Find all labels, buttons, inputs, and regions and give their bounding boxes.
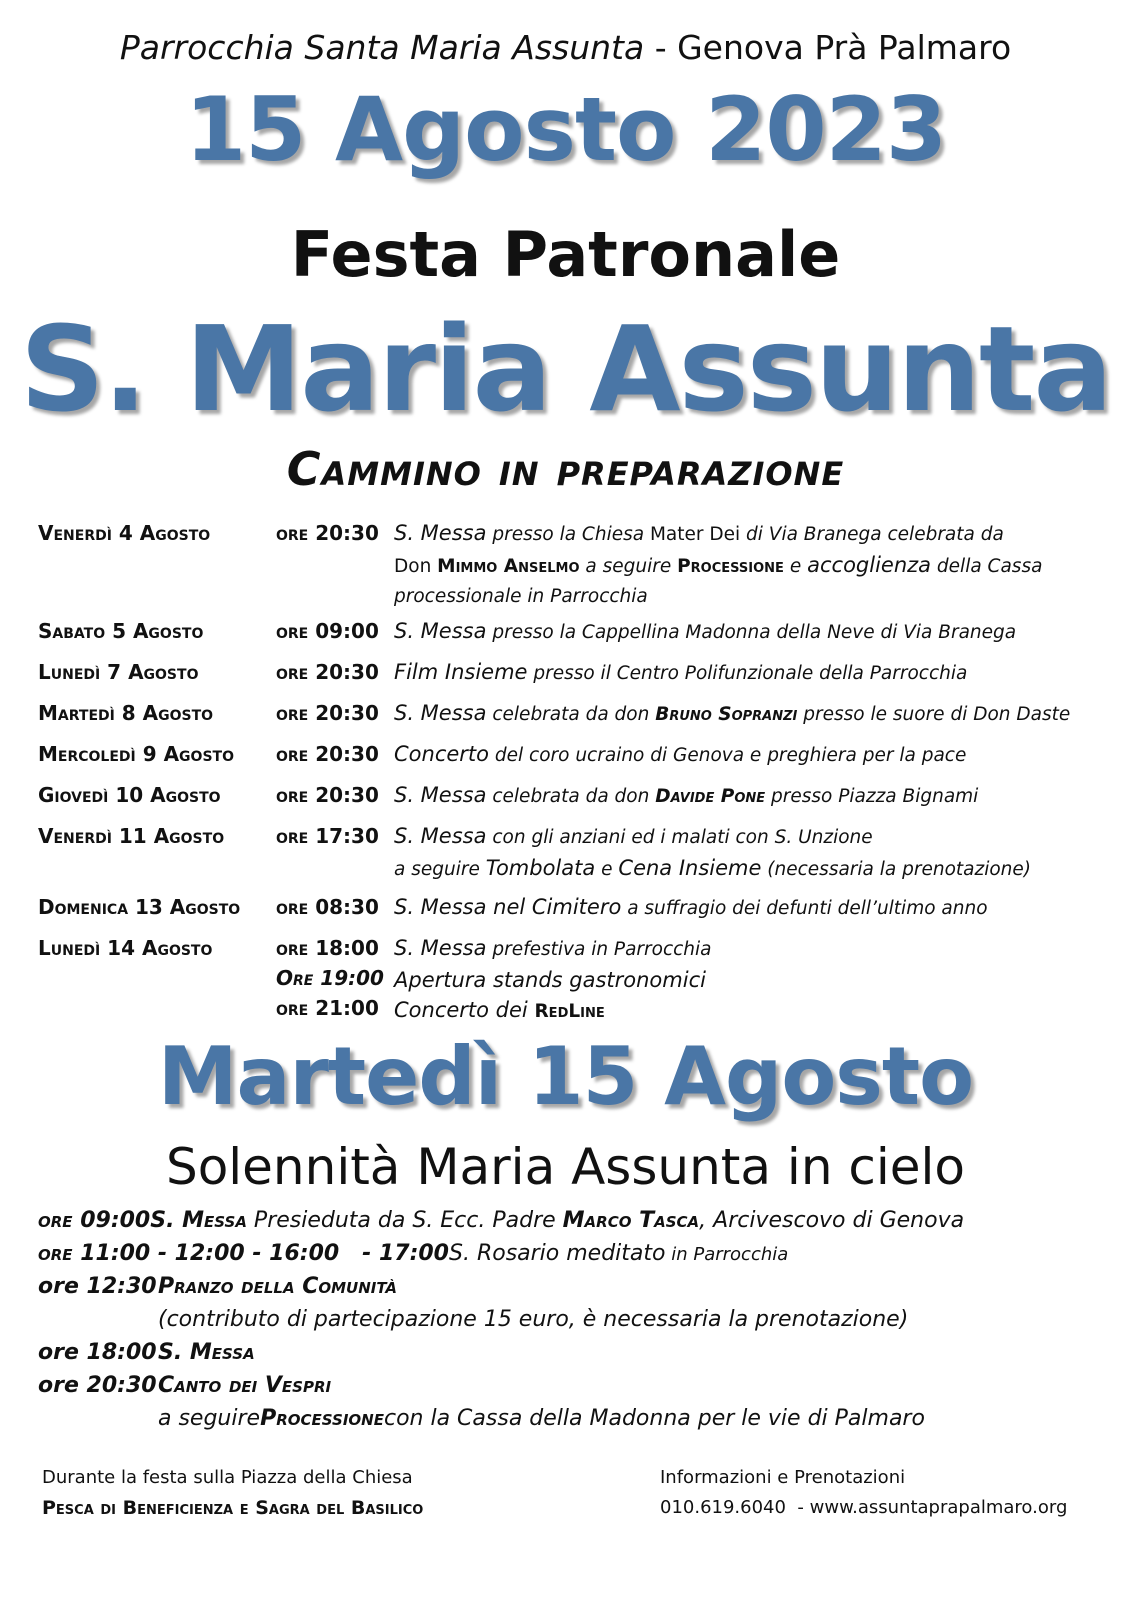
desc-part: con la Cassa della Madonna per le vie di Palmaro [383, 1406, 925, 1431]
schedule-row [38, 616, 1118, 657]
feast-time: ore 12:30 [38, 1274, 157, 1299]
schedule-time: ore 21:00 [276, 996, 379, 1020]
desc-part: e [783, 556, 808, 577]
festa-title: Festa Patronale [290, 218, 841, 291]
desc-part: Canto dei Vespri [158, 1373, 332, 1398]
feast-row [38, 1373, 1118, 1406]
desc-part: Apertura stands gastronomici [394, 968, 706, 992]
feast-note [38, 1406, 1118, 1439]
schedule-desc [394, 821, 1118, 885]
desc-part: con gli anziani ed i malati con S. Unzione [486, 827, 873, 848]
desc-part: Bruno Sopranzi [655, 704, 798, 725]
schedule-day: Lunedì 7 Agosto [38, 660, 199, 684]
parish-name: Parrocchia Santa Maria Assunta [119, 28, 645, 67]
cammino-heading [0, 442, 1131, 496]
desc-part: a seguire [394, 859, 486, 880]
desc-part: a seguire [579, 556, 678, 577]
desc-part: , Arcivescovo di Genova [699, 1208, 965, 1233]
schedule-row [38, 739, 1118, 780]
desc-part: Tombolata [485, 856, 596, 880]
schedule-time: ore 08:30 [276, 895, 379, 919]
feast-time: ore 11:00 - 12:00 - 16:00 - 17:00 [38, 1241, 449, 1266]
desc-part: Mimmo Anselmo [437, 556, 580, 577]
desc-part: Film Insieme [394, 660, 528, 684]
desc-part: a suffragio dei defunti dell’ultimo anno [621, 898, 988, 919]
schedule-day: Martedì 8 Agosto [38, 701, 214, 725]
feast-note: (contributo di partecipazione 15 euro, è necessaria la prenotazione) [158, 1307, 909, 1332]
feast-time: ore 09:00 [38, 1208, 151, 1233]
desc-part: presso la Cappellina Madonna della Neve di Via Branega [486, 622, 1017, 643]
feast-desc [158, 1373, 1118, 1398]
desc-part: S. Messa [394, 936, 487, 960]
schedule-desc [394, 698, 1118, 730]
desc-part: presso la Chiesa [486, 524, 650, 545]
desc-part: Processione [677, 556, 784, 577]
schedule-day: Domenica 13 Agosto [38, 895, 241, 919]
schedule-time: ore 20:30 [276, 783, 379, 807]
desc-part: (necessaria la prenotazione) [761, 859, 1031, 880]
feast-day-title: Martedì 15 Agosto [157, 1030, 974, 1123]
schedule-row [38, 698, 1118, 739]
saint-title: S. Maria Assunta [19, 300, 1112, 438]
desc-part: presso Piazza Bignami [765, 786, 979, 807]
desc-part: in Parrocchia [665, 1244, 789, 1265]
desc-part: Marco Tasca [562, 1208, 700, 1233]
schedule-day: Giovedì 10 Agosto [38, 783, 221, 807]
schedule-day: Lunedì 14 Agosto [38, 936, 213, 960]
desc-part: della Cassa [931, 556, 1043, 577]
feast-row [38, 1274, 1118, 1307]
date-title: 15 Agosto 2023 [184, 78, 947, 181]
schedule-day: Mercoledì 9 Agosto [38, 742, 234, 766]
schedule-time: ore 20:30 [276, 521, 379, 545]
feast-time: ore 18:00 [38, 1340, 157, 1365]
desc-part: S. Messa [394, 824, 487, 848]
desc-part: S. Rosario meditato [449, 1241, 666, 1266]
footer-left-line2: Pesca di Beneficienza e Sagra del Basilico [42, 1497, 424, 1519]
desc-part: Davide Pone [655, 786, 766, 807]
desc-part: S. Messa [150, 1208, 247, 1233]
desc-part: accoglienza [807, 553, 932, 577]
schedule-day: Sabato 5 Agosto [38, 619, 204, 643]
feast-day-subtitle: Solennità Maria Assunta in cielo [165, 1138, 966, 1196]
desc-part: S. Messa nel Cimitero [394, 895, 622, 919]
schedule-desc [394, 657, 1118, 689]
schedule-desc [394, 892, 1118, 924]
schedule-time: ore 20:30 [276, 742, 379, 766]
feast-desc [449, 1241, 1118, 1266]
schedule-row [38, 657, 1118, 698]
desc-part: Processione [260, 1406, 384, 1431]
desc-part: Concerto dei [394, 998, 535, 1022]
schedule-day: Venerdì 11 Agosto [38, 824, 225, 848]
desc-part: e [595, 859, 619, 880]
desc-part: Cena Insieme [618, 856, 762, 880]
desc-part: S. Messa [394, 521, 487, 545]
schedule-time: ore 20:30 [276, 660, 379, 684]
feast-desc [158, 1274, 1118, 1299]
schedule-row [38, 933, 1118, 1025]
desc-part: Presieduta da S. Ecc. Padre [246, 1208, 563, 1233]
feast-desc [158, 1340, 1118, 1365]
schedule-time: ore 18:00 [276, 936, 379, 960]
desc-part: a seguire [158, 1406, 261, 1431]
desc-part: di Via Branega celebrata da [740, 524, 1004, 545]
feast-row [38, 1340, 1118, 1373]
desc-part: S. Messa [394, 619, 487, 643]
desc-part: del coro ucraino di Genova e preghiera per la pace [489, 745, 967, 766]
feast-desc [150, 1208, 1118, 1233]
feast-time: ore 20:30 [38, 1373, 157, 1398]
schedule-times [276, 933, 394, 1023]
schedule-desc [394, 616, 1118, 648]
desc-part: S. Messa [394, 783, 487, 807]
schedule-row [38, 821, 1118, 892]
footer-info-label: Informazioni e Prenotazioni [660, 1467, 906, 1488]
feast-row [38, 1208, 1118, 1241]
feast-day-schedule [38, 1208, 1118, 1439]
desc-part: Mater Dei [649, 524, 741, 545]
footer-contact: 010.619.6040 - www.assuntaprapalmaro.org [660, 1497, 1068, 1518]
preparation-schedule [38, 518, 1118, 1025]
schedule-time: ore 17:30 [276, 824, 379, 848]
footer-right [660, 1463, 1067, 1523]
desc-part: presso le suore di Don Daste [797, 704, 1071, 725]
schedule-row [38, 780, 1118, 821]
schedule-time: ore 09:00 [276, 619, 379, 643]
desc-part: processionale in Parrocchia [394, 586, 648, 607]
schedule-desc [394, 739, 1118, 771]
desc-part: prefestiva in Parrocchia [486, 939, 712, 960]
desc-part: Concerto [394, 742, 490, 766]
parish-separator: - [644, 28, 678, 67]
desc-part: celebrata da don [486, 786, 656, 807]
desc-part: Pranzo della Comunità [158, 1274, 398, 1299]
desc-part: celebrata da don [486, 704, 656, 725]
footer-left-line1: Durante la festa sulla Piazza della Chiesa [42, 1467, 413, 1488]
footer-left [42, 1463, 423, 1523]
parish-location: Genova Prà Palmaro [677, 28, 1012, 67]
desc-part: S. Messa [394, 701, 487, 725]
schedule-desc [394, 518, 1118, 612]
desc-part: presso il Centro Polifunzionale della Parrocchia [527, 663, 968, 684]
schedule-desc [394, 933, 1118, 1027]
cammino-text: Cammino in preparazione [286, 442, 845, 496]
schedule-row [38, 518, 1118, 616]
schedule-day: Venerdì 4 Agosto [38, 521, 211, 545]
schedule-desc [394, 780, 1118, 812]
schedule-time: ore 20:30 [276, 701, 379, 725]
feast-row [38, 1241, 1118, 1274]
schedule-time: Ore 19:00 [276, 966, 384, 990]
parish-header [0, 28, 1131, 67]
desc-part: RedLine [534, 1001, 605, 1022]
schedule-row [38, 892, 1118, 933]
desc-part: Don [394, 556, 438, 577]
desc-part: S. Messa [158, 1340, 255, 1365]
